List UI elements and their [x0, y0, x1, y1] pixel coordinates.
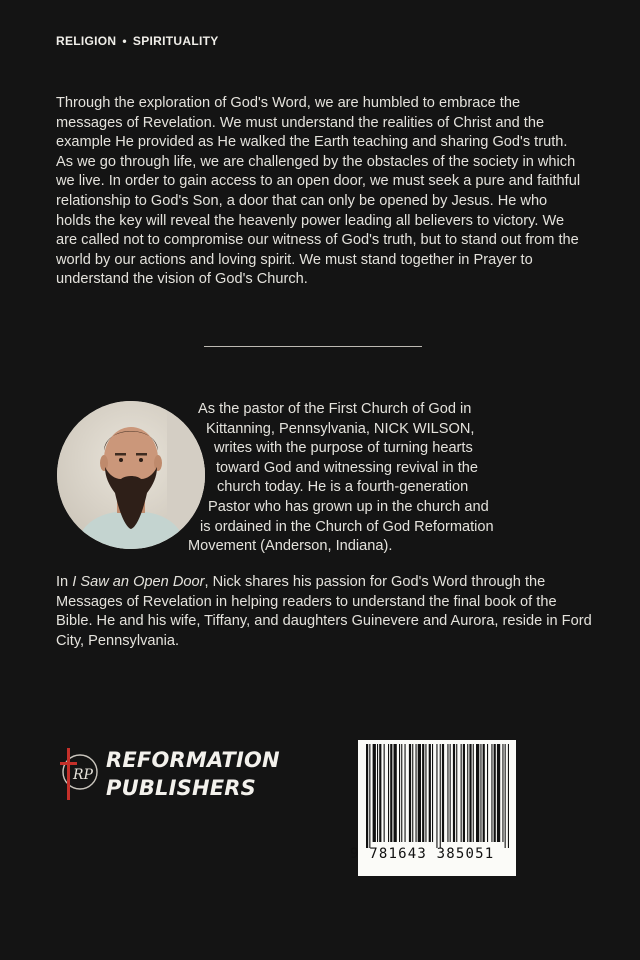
category-separator: • — [122, 34, 127, 48]
barcode-bar — [384, 744, 385, 842]
barcode-bar — [422, 744, 424, 842]
barcode-bar — [429, 744, 431, 842]
author-bio-line: Kittanning, Pennsylvania, NICK WILSON, — [206, 420, 475, 437]
barcode-bar — [473, 744, 474, 842]
logo-letters: RP — [73, 767, 93, 783]
barcode-bar — [450, 744, 451, 842]
cross-logo-icon — [56, 746, 102, 802]
barcode-bar — [491, 744, 492, 842]
book-title: I Saw an Open Door — [72, 574, 205, 590]
barcode-bar — [453, 744, 455, 842]
barcode-bar — [366, 744, 368, 848]
isbn-digits: 9 781643 385051 — [350, 846, 495, 862]
publisher-name-line2: PUBLISHERS — [106, 776, 256, 800]
barcode-bar — [505, 744, 506, 848]
barcode-bar — [476, 744, 479, 842]
barcode-bar — [502, 744, 503, 842]
barcode-bar — [432, 744, 433, 842]
barcode-bar — [369, 744, 370, 848]
barcode-bar — [379, 744, 381, 842]
category-religion: RELIGION — [56, 34, 117, 48]
bio-rest: , Nick shares his passion for God's Word through the Messages of Revelation in helping readers to understand the final book of the Bible. He and his wife, Tiffany, and daughters Guinevere and Aurora, reside in Ford City, Pennsylvania. — [56, 574, 592, 649]
barcode-bar — [373, 744, 376, 842]
author-photo — [57, 401, 205, 549]
barcode-bar — [497, 744, 500, 842]
barcode-bar — [399, 744, 400, 842]
publisher-name-line1: REFORMATION — [106, 748, 280, 772]
publisher-logo — [56, 746, 102, 800]
author-bio-line: church today. He is a fourth-generation — [217, 479, 469, 496]
barcode-bar — [447, 744, 448, 842]
publisher-name — [106, 746, 280, 802]
barcode-bar — [494, 744, 496, 842]
author-bio-paragraph-text — [56, 573, 596, 651]
barcode-bar — [442, 744, 444, 842]
barcode-bar — [425, 744, 426, 842]
barcode-bar — [483, 744, 485, 842]
author-bio-line: toward God and witnessing revival in the — [216, 459, 479, 476]
barcode-bar — [508, 744, 509, 848]
author-bio-line: As the pastor of the First Church of God in — [198, 401, 472, 417]
barcode-bar — [456, 744, 457, 842]
category-spirituality: SPIRITUALITY — [132, 34, 219, 48]
author-bio-line: Movement (Anderson, Indiana). — [188, 538, 393, 555]
barcode-bar — [487, 744, 488, 842]
barcode-bar — [469, 744, 471, 842]
barcode-bar — [388, 744, 389, 842]
section-divider — [204, 346, 422, 347]
author-bio-line: Pastor who has grown up in the church and — [208, 499, 489, 515]
barcode-bar — [418, 744, 421, 842]
author-bio-paragraph — [56, 573, 596, 651]
barcode-bar — [377, 744, 378, 842]
barcode-bar — [480, 744, 481, 842]
barcode-bar — [436, 744, 437, 848]
barcode-bar — [394, 744, 397, 842]
book-description-text: Through the exploration of God's Word, we are humbled to embrace the messages of Revelation. We must understand the realities of Christ and the example He provided as He walked the Earth teaching and sharing God's truth. As we go through life, we are challenged by the obstacles of the society in which we live. In order to gain access to an open door, we must seek a pure and faithful relationship to God's Son, a door that can only be opened by Jesus. He who holds the key will reveal the heavenly power leading all believers to victory. We are called not to compromise our witness of God's truth, but to stand out from the world by our actions and loving spirit. We must stand together in Prayer to understand the vision of God's Church. — [56, 95, 581, 288]
barcode-bar — [416, 744, 417, 842]
barcode-bar — [409, 744, 411, 842]
book-description — [56, 94, 584, 290]
barcode-bar — [463, 744, 465, 842]
bio-prefix: In — [56, 574, 73, 590]
author-bio-line: is ordained in the Church of God Reformation — [200, 518, 494, 535]
barcode-bar — [412, 744, 413, 842]
barcode-bar — [461, 744, 462, 842]
author-bio-line: writes with the purpose of turning hearts — [214, 440, 473, 457]
barcode-bar — [467, 744, 468, 842]
barcode-bar — [401, 744, 402, 842]
category-label — [56, 34, 219, 48]
author-portrait-image — [57, 401, 205, 549]
barcode-bar — [405, 744, 406, 842]
barcode-bar — [390, 744, 392, 842]
barcode-bar — [440, 744, 441, 848]
